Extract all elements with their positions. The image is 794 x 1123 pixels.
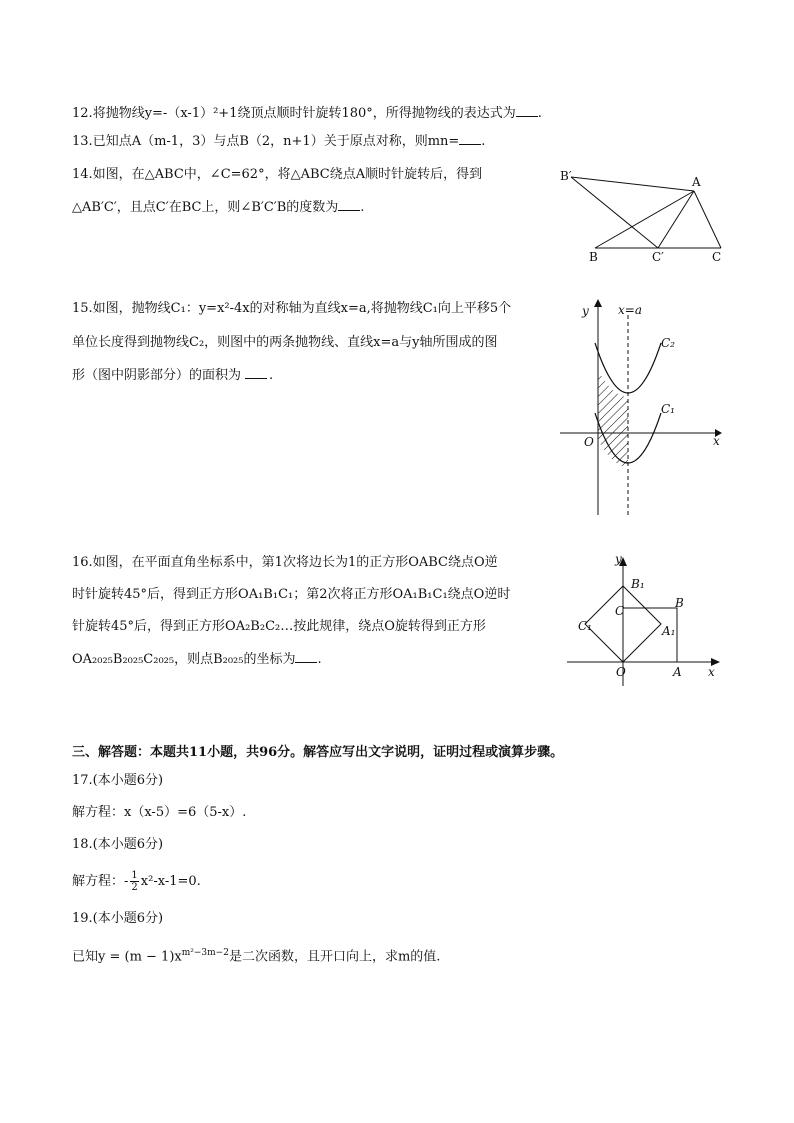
q16-line1: 16.如图，在平面直角坐标系中，第1次将边长为1的正方形OABC绕点O逆 xyxy=(72,555,498,570)
q15-line3: 形（图中阴影部分）的面积为 xyxy=(72,368,242,383)
question-16-line-1 xyxy=(72,554,498,572)
label-a: A xyxy=(673,665,682,679)
q19-title: 19.(本小题6分) xyxy=(72,911,164,926)
answer-blank xyxy=(338,198,360,211)
q14-line1: 14.如图，在△ABC中，∠C=62°，将△ABC绕点A顺时针旋转后，得到 xyxy=(72,167,483,182)
label-b1: B₁ xyxy=(631,577,645,591)
label-b-prime: B′ xyxy=(560,169,572,183)
question-14-line-1 xyxy=(72,166,482,184)
answer-blank xyxy=(459,132,481,145)
question-19-title xyxy=(72,910,163,928)
section-3-heading xyxy=(72,744,563,762)
parabola-figure xyxy=(555,295,725,520)
question-15-line-2 xyxy=(72,334,497,352)
answer-blank xyxy=(245,366,267,379)
q12-text: 将抛物线y=-（x-1）²+1绕顶点顺时针旋转180°，所得抛物线的表达式为 xyxy=(92,106,516,121)
y-axis-arrow xyxy=(594,299,602,307)
q18-prefix: 解方程：- xyxy=(72,874,129,889)
question-13 xyxy=(72,132,485,151)
label-y: y xyxy=(582,304,589,318)
q16-line2: 时针旋转45°后，得到正方形OA₁B₁C₁；第2次将正方形OA₁B₁C₁绕点O逆时 xyxy=(72,587,511,602)
fraction-denominator: 2 xyxy=(131,882,138,893)
label-c: C xyxy=(712,250,722,264)
triangle-rotation-figure xyxy=(555,165,730,265)
segment-a-b xyxy=(595,191,694,248)
label-x: x xyxy=(713,434,720,448)
question-16-line-3 xyxy=(72,618,486,636)
q19-exponent: m²−3m−2 xyxy=(181,948,229,958)
q15-line1: 15.如图，抛物线C₁：y=x²-4x的对称轴为直线x=a,将抛物线C₁向上平移5个 xyxy=(72,301,512,316)
segment-b-prime-c-prime xyxy=(571,177,658,248)
rotated-squares-figure xyxy=(565,552,730,687)
q15-end: . xyxy=(269,368,274,383)
q18-title: 18.(本小题6分) xyxy=(72,837,164,852)
label-c1: C₁ xyxy=(578,619,592,633)
question-17-title xyxy=(72,772,163,790)
q14-end: . xyxy=(360,200,365,215)
label-origin: O xyxy=(616,665,626,679)
label-b: B xyxy=(675,596,684,610)
question-16-line-2 xyxy=(72,586,510,604)
question-19-body xyxy=(72,944,440,966)
q15-line2: 单位长度得到抛物线C₂，则图中的两条抛物线、直线x=a与y轴所围成的图 xyxy=(72,335,498,350)
q17-title: 17.(本小题6分) xyxy=(72,773,164,788)
q16-line4: OA₂₀₂₅B₂₀₂₅C₂₀₂₅，则点B₂₀₂₅的坐标为 xyxy=(72,652,296,667)
q16-line3: 针旋转45°后，得到正方形OA₂B₂C₂…按此规律，绕点O旋转得到正方形 xyxy=(72,619,486,634)
q19-suffix: 是二次函数，且开口向上，求m的值. xyxy=(228,949,441,965)
label-c2: C₂ xyxy=(661,336,675,350)
q12-end: . xyxy=(537,106,542,121)
segment-a-c-prime xyxy=(658,191,694,248)
label-c1: C₁ xyxy=(661,402,675,416)
answer-blank xyxy=(295,650,317,663)
segment-a-c xyxy=(694,191,721,248)
label-a: A xyxy=(692,175,701,189)
q18-suffix: x²-x-1=0. xyxy=(140,874,201,889)
q13-number: 13. xyxy=(72,134,93,149)
question-18-title xyxy=(72,836,163,854)
fraction-numerator: 1 xyxy=(131,870,138,881)
question-14-line-2 xyxy=(72,198,364,217)
q16-end: . xyxy=(317,652,322,667)
label-a1: A₁ xyxy=(662,624,676,638)
label-origin: O xyxy=(584,435,594,449)
q14-line2: △AB′C′，且点C′在BC上，则∠B′C′B的度数为 xyxy=(72,200,339,215)
q12-number: 12. xyxy=(72,106,93,121)
label-b: B xyxy=(589,250,598,264)
label-y: y xyxy=(615,552,622,566)
q17-body: 解方程：x（x-5）=6（5-x）. xyxy=(72,805,247,820)
question-18-body xyxy=(72,868,201,896)
q13-text: 已知点A（m-1，3）与点B（2，n+1）关于原点对称，则mn= xyxy=(92,134,460,149)
section-3-heading-text: 三、解答题：本题共11小题，共96分。解答应写出文字说明，证明过程或演算步骤。 xyxy=(72,745,564,760)
label-x: x xyxy=(708,665,715,679)
label-c: C xyxy=(615,604,625,618)
question-15-line-1 xyxy=(72,300,511,318)
q13-end: . xyxy=(481,134,486,149)
fraction-one-half xyxy=(130,870,138,893)
question-17-body xyxy=(72,804,246,822)
question-15-line-3 xyxy=(72,366,273,385)
label-c-prime: C′ xyxy=(652,250,664,264)
segment-b-prime-a xyxy=(571,177,694,191)
question-12 xyxy=(72,104,542,123)
label-x-equals-a: x=a xyxy=(618,303,642,317)
question-16-line-4 xyxy=(72,650,322,669)
answer-blank xyxy=(516,104,538,117)
q19-prefix: 已知y = (m − 1)x xyxy=(72,949,182,965)
